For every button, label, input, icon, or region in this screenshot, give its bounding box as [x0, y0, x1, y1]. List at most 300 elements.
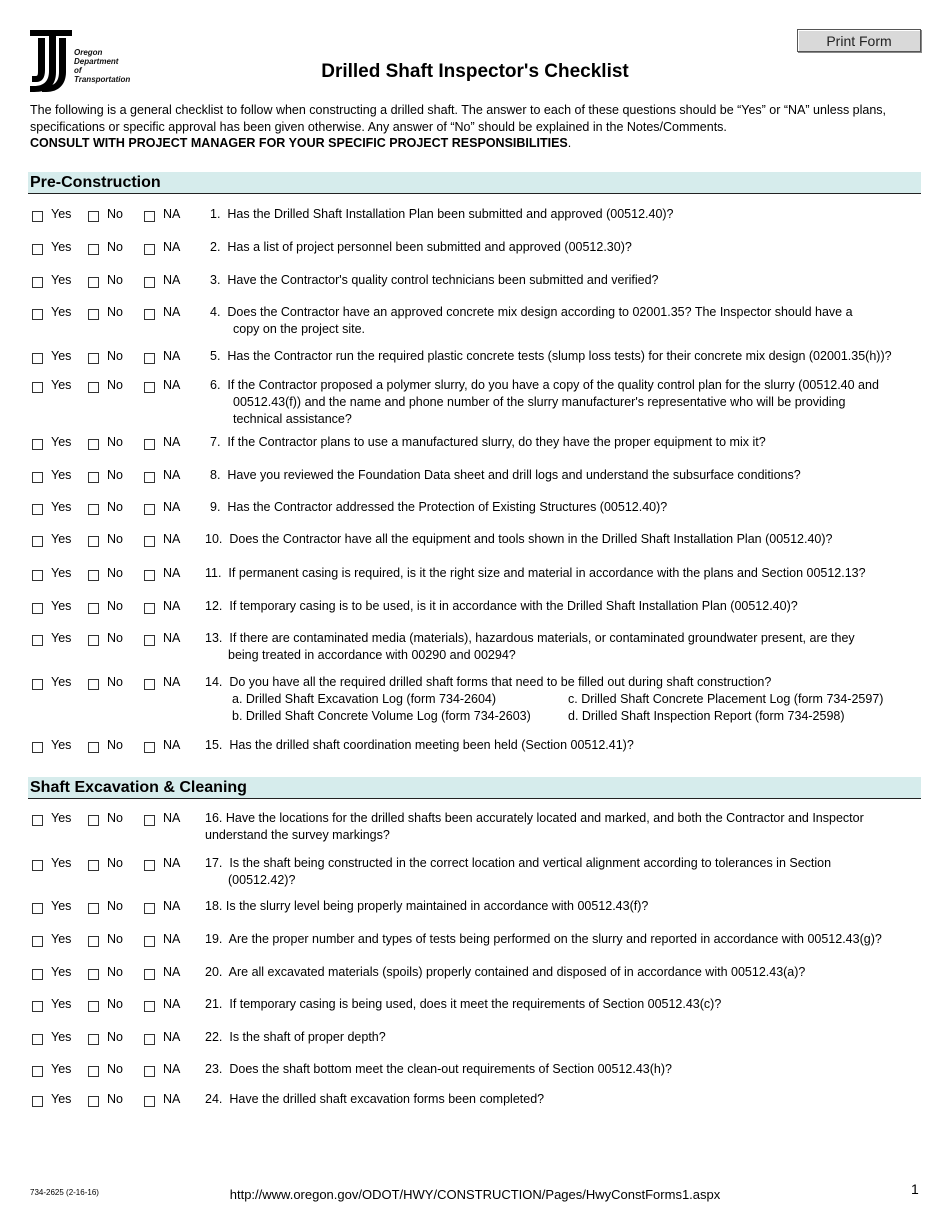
no-label: No [107, 675, 123, 689]
option-no[interactable] [88, 239, 123, 256]
question-number: 9. [210, 500, 221, 514]
na-checkbox[interactable] [144, 635, 155, 646]
option-na[interactable] [144, 467, 180, 484]
yes-checkbox[interactable] [32, 635, 43, 646]
question-line-text: Does the Contractor have an approved concrete mix design according to 02001.35? The Inspector should have a [227, 305, 853, 319]
no-checkbox[interactable] [88, 1001, 99, 1012]
sub-item: c. Drilled Shaft Concrete Placement Log (form 734-2597) [568, 692, 884, 706]
question-line-text: Is the slurry level being properly maintained in accordance with 00512.43(f)? [225, 899, 649, 913]
no-checkbox[interactable] [88, 536, 99, 547]
yes-label: Yes [51, 349, 72, 363]
option-yes[interactable] [32, 737, 71, 754]
question-number: 7. [210, 435, 221, 449]
question-number: 1. [210, 207, 221, 221]
question-line: technical assistance? [233, 412, 352, 426]
no-checkbox[interactable] [88, 603, 99, 614]
question-text [210, 239, 930, 256]
question-line [210, 239, 930, 256]
no-checkbox[interactable] [88, 1096, 99, 1107]
no-checkbox[interactable] [88, 635, 99, 646]
yes-checkbox[interactable] [32, 353, 43, 364]
no-checkbox[interactable] [88, 439, 99, 450]
na-label: NA [163, 207, 181, 221]
na-label: NA [163, 532, 181, 546]
logo-text: Oregon Department of Transportation [74, 48, 131, 84]
question-line-text: Has the drilled shaft coordination meeting been held (Section 00512.41)? [229, 738, 634, 752]
option-no[interactable] [88, 964, 123, 981]
option-no[interactable] [88, 206, 123, 223]
no-checkbox[interactable] [88, 1066, 99, 1077]
option-yes[interactable] [32, 272, 71, 289]
na-checkbox[interactable] [144, 815, 155, 826]
question-number: 15. [205, 738, 223, 752]
na-checkbox[interactable] [144, 1034, 155, 1045]
no-checkbox[interactable] [88, 903, 99, 914]
no-label: No [107, 468, 123, 482]
na-checkbox[interactable] [144, 1001, 155, 1012]
print-form-button[interactable]: Print Form [797, 29, 921, 52]
option-no[interactable] [88, 1061, 123, 1078]
question-line-text: If temporary casing is to be used, is it in accordance with the Drilled Shaft Installation Plan (00512.40)? [229, 599, 798, 613]
no-label: No [107, 435, 123, 449]
na-checkbox[interactable] [144, 603, 155, 614]
yes-checkbox[interactable] [32, 570, 43, 581]
na-checkbox[interactable] [144, 860, 155, 871]
no-label: No [107, 378, 123, 392]
option-yes[interactable] [32, 674, 71, 691]
question-line-text: Are all excavated materials (spoils) properly contained and disposed of in accordance with 00512.43(a)? [228, 965, 806, 979]
question-number: 23. [205, 1062, 223, 1076]
yes-label: Yes [51, 631, 72, 645]
question-line: 00512.43(f)) and the name and phone number of the slurry manufacturer's representative who will be providing [233, 395, 846, 409]
yes-label: Yes [51, 566, 72, 580]
no-checkbox[interactable] [88, 504, 99, 515]
option-no[interactable] [88, 272, 123, 289]
question-number: 19. [205, 932, 223, 946]
question-text [210, 304, 930, 338]
no-checkbox[interactable] [88, 815, 99, 826]
option-na[interactable] [144, 531, 180, 548]
option-no[interactable] [88, 348, 123, 365]
option-yes[interactable] [32, 810, 71, 827]
question-number: 3. [210, 273, 221, 287]
question-line-text: Does the shaft bottom meet the clean-out requirements of Section 00512.43(h)? [229, 1062, 672, 1076]
option-yes[interactable] [32, 304, 71, 321]
question-text [210, 467, 930, 484]
option-no[interactable] [88, 898, 123, 915]
question-text [205, 964, 930, 981]
na-checkbox[interactable] [144, 1096, 155, 1107]
question-line-text: Has the Contractor addressed the Protection of Existing Structures (00512.40)? [227, 500, 668, 514]
na-checkbox[interactable] [144, 679, 155, 690]
no-label: No [107, 856, 123, 870]
no-checkbox[interactable] [88, 936, 99, 947]
sub-item: b. Drilled Shaft Concrete Volume Log (form 734-2603) [232, 709, 531, 723]
no-label: No [107, 349, 123, 363]
na-label: NA [163, 273, 181, 287]
option-no[interactable] [88, 1029, 123, 1046]
question-line-text: Has the Drilled Shaft Installation Plan been submitted and approved (00512.40)? [227, 207, 674, 221]
form-code: 734-2625 (2-16-16) [30, 1188, 99, 1197]
question-number: 8. [210, 468, 221, 482]
question-line-text: If permanent casing is required, is it the right size and material in accordance with the plans and Section 00512.13? [228, 566, 866, 580]
na-label: NA [163, 631, 181, 645]
no-checkbox[interactable] [88, 472, 99, 483]
yes-checkbox[interactable] [32, 504, 43, 515]
option-yes[interactable] [32, 931, 71, 948]
yes-label: Yes [51, 1030, 72, 1044]
question-line-text: Are the proper number and types of tests being performed on the slurry and reported in accordance with 00512.43(g)? [228, 932, 882, 946]
option-na[interactable] [144, 810, 180, 827]
yes-checkbox[interactable] [32, 536, 43, 547]
yes-label: Yes [51, 997, 72, 1011]
option-no[interactable] [88, 304, 123, 321]
option-na[interactable] [144, 996, 180, 1013]
question-line-text: If the Contractor proposed a polymer slurry, do you have a copy of the quality control plan for the slurry (00512.40 and [227, 378, 879, 392]
sub-item-row [205, 708, 930, 725]
question-line: copy on the project site. [233, 322, 366, 336]
question-line [210, 377, 930, 394]
question-text [205, 674, 930, 725]
na-label: NA [163, 305, 181, 319]
option-na[interactable] [144, 1091, 180, 1108]
option-na[interactable] [144, 1061, 180, 1078]
no-checkbox[interactable] [88, 353, 99, 364]
na-label: NA [163, 378, 181, 392]
na-checkbox[interactable] [144, 742, 155, 753]
na-checkbox[interactable] [144, 472, 155, 483]
yes-checkbox[interactable] [32, 1001, 43, 1012]
na-checkbox[interactable] [144, 309, 155, 320]
question-line-text: Have the drilled shaft excavation forms been completed? [229, 1092, 545, 1106]
na-checkbox[interactable] [144, 211, 155, 222]
no-checkbox[interactable] [88, 382, 99, 393]
question-text [205, 1091, 930, 1108]
option-no[interactable] [88, 531, 123, 548]
option-na[interactable] [144, 239, 180, 256]
no-label: No [107, 532, 123, 546]
option-no[interactable] [88, 565, 123, 582]
option-yes[interactable] [32, 531, 71, 548]
question-line: (00512.42)? [228, 873, 296, 887]
question-line [210, 272, 930, 289]
na-label: NA [163, 566, 181, 580]
question-text [210, 377, 930, 428]
yes-checkbox[interactable] [32, 1034, 43, 1045]
question-text [210, 499, 930, 516]
question-line-text: Has a list of project personnel been submitted and approved (00512.30)? [227, 240, 632, 254]
yes-label: Yes [51, 378, 72, 392]
option-no[interactable] [88, 810, 123, 827]
question-line: understand the survey markings? [205, 828, 390, 842]
question-number: 14. [205, 675, 223, 689]
option-na[interactable] [144, 898, 180, 915]
no-checkbox[interactable] [88, 309, 99, 320]
option-na[interactable] [144, 565, 180, 582]
question-text [205, 931, 930, 948]
no-label: No [107, 599, 123, 613]
na-label: NA [163, 997, 181, 1011]
question-line [210, 467, 930, 484]
no-label: No [107, 932, 123, 946]
yes-label: Yes [51, 273, 72, 287]
option-na[interactable] [144, 304, 180, 321]
question-line [205, 964, 930, 981]
sub-item: d. Drilled Shaft Inspection Report (form 734-2598) [568, 709, 845, 723]
no-label: No [107, 899, 123, 913]
option-yes[interactable] [32, 1061, 71, 1078]
option-no[interactable] [88, 598, 123, 615]
question-line-text: Does the Contractor have all the equipment and tools shown in the Drilled Shaft Installation Plan (00512.40)? [229, 532, 833, 546]
option-yes[interactable] [32, 377, 71, 394]
option-yes[interactable] [32, 630, 71, 647]
question-line [210, 206, 930, 223]
option-yes[interactable] [32, 206, 71, 223]
no-checkbox[interactable] [88, 679, 99, 690]
intro-bold-suffix: . [567, 136, 572, 150]
yes-checkbox[interactable] [32, 936, 43, 947]
question-line [205, 810, 930, 827]
no-checkbox[interactable] [88, 211, 99, 222]
question-number: 2. [210, 240, 221, 254]
option-na[interactable] [144, 855, 180, 872]
na-label: NA [163, 349, 181, 363]
question-line [205, 565, 930, 582]
option-no[interactable] [88, 377, 123, 394]
question-text [205, 598, 930, 615]
option-no[interactable] [88, 434, 123, 451]
question-line [205, 855, 930, 872]
question-number: 13. [205, 631, 223, 645]
option-yes[interactable] [32, 239, 71, 256]
question-number: 21. [205, 997, 223, 1011]
option-yes[interactable] [32, 1029, 71, 1046]
question-text [205, 855, 930, 889]
option-yes[interactable] [32, 499, 71, 516]
question-line [210, 499, 930, 516]
yes-checkbox[interactable] [32, 244, 43, 255]
na-checkbox[interactable] [144, 353, 155, 364]
option-yes[interactable] [32, 996, 71, 1013]
question-line-text: Do you have all the required drilled shaft forms that need to be filled out during shaft construction? [229, 675, 772, 689]
na-label: NA [163, 738, 181, 752]
option-na[interactable] [144, 598, 180, 615]
na-checkbox[interactable] [144, 277, 155, 288]
na-checkbox[interactable] [144, 1066, 155, 1077]
option-na[interactable] [144, 674, 180, 691]
option-yes[interactable] [32, 467, 71, 484]
question-line [205, 1061, 930, 1078]
no-label: No [107, 631, 123, 645]
question-number: 16. [205, 811, 223, 825]
question-line [205, 598, 930, 615]
yes-checkbox[interactable] [32, 309, 43, 320]
option-no[interactable] [88, 674, 123, 691]
yes-label: Yes [51, 207, 72, 221]
no-label: No [107, 1030, 123, 1044]
question-number: 17. [205, 856, 223, 870]
no-label: No [107, 965, 123, 979]
no-checkbox[interactable] [88, 570, 99, 581]
no-checkbox[interactable] [88, 969, 99, 980]
na-checkbox[interactable] [144, 536, 155, 547]
yes-label: Yes [51, 738, 72, 752]
yes-checkbox[interactable] [32, 742, 43, 753]
question-line [205, 737, 930, 754]
no-checkbox[interactable] [88, 860, 99, 871]
question-line [205, 898, 930, 915]
question-text [210, 272, 930, 289]
question-number: 24. [205, 1092, 223, 1106]
question-text [205, 996, 930, 1013]
yes-label: Yes [51, 811, 72, 825]
yes-label: Yes [51, 599, 72, 613]
option-na[interactable] [144, 630, 180, 647]
section-header: Pre-Construction [28, 172, 921, 194]
option-na[interactable] [144, 737, 180, 754]
question-line [205, 630, 930, 647]
no-checkbox[interactable] [88, 244, 99, 255]
na-checkbox[interactable] [144, 969, 155, 980]
question-line-text: If there are contaminated media (materials), hazardous materials, or contaminated groundwater present, are they [229, 631, 855, 645]
question-text [205, 630, 930, 664]
option-na[interactable] [144, 931, 180, 948]
question-text [210, 434, 930, 451]
na-checkbox[interactable] [144, 382, 155, 393]
na-checkbox[interactable] [144, 570, 155, 581]
option-na[interactable] [144, 1029, 180, 1046]
option-no[interactable] [88, 855, 123, 872]
option-yes[interactable] [32, 964, 71, 981]
section-header: Shaft Excavation & Cleaning [28, 777, 921, 799]
option-no[interactable] [88, 630, 123, 647]
question-line [210, 304, 930, 321]
question-line [210, 348, 930, 365]
yes-label: Yes [51, 500, 72, 514]
na-checkbox[interactable] [144, 936, 155, 947]
option-yes[interactable] [32, 898, 71, 915]
option-na[interactable] [144, 377, 180, 394]
yes-checkbox[interactable] [32, 439, 43, 450]
question-line-text: If temporary casing is being used, does it meet the requirements of Section 00512.43(c)? [229, 997, 722, 1011]
question-line-text: Has the Contractor run the required plastic concrete tests (slump loss tests) for their concrete mix design (02001.35(h))? [227, 349, 892, 363]
no-checkbox[interactable] [88, 277, 99, 288]
option-na[interactable] [144, 348, 180, 365]
option-no[interactable] [88, 931, 123, 948]
option-na[interactable] [144, 434, 180, 451]
question-line-text: Have the Contractor's quality control technicians been submitted and verified? [227, 273, 659, 287]
option-yes[interactable] [32, 855, 71, 872]
no-label: No [107, 811, 123, 825]
yes-checkbox[interactable] [32, 211, 43, 222]
no-label: No [107, 240, 123, 254]
question-line [205, 674, 930, 691]
no-label: No [107, 305, 123, 319]
question-number: 18. [205, 899, 223, 913]
no-checkbox[interactable] [88, 1034, 99, 1045]
option-yes[interactable] [32, 434, 71, 451]
yes-label: Yes [51, 532, 72, 546]
na-checkbox[interactable] [144, 244, 155, 255]
no-label: No [107, 738, 123, 752]
option-no[interactable] [88, 1091, 123, 1108]
na-label: NA [163, 932, 181, 946]
yes-checkbox[interactable] [32, 903, 43, 914]
question-line-text: Is the shaft of proper depth? [229, 1030, 386, 1044]
intro-text: The following is a general checklist to follow when constructing a drilled shaft. The answer to each of these questions should be “Yes” or “NA” unless plans, specifications or specific approval has been given otherwise. Any answer of “No” should be explained in the Notes/Comments. [30, 103, 887, 134]
yes-checkbox[interactable] [32, 277, 43, 288]
na-checkbox[interactable] [144, 439, 155, 450]
yes-label: Yes [51, 856, 72, 870]
page-title: Drilled Shaft Inspector's Checklist [321, 61, 629, 82]
question-text [205, 898, 930, 915]
na-label: NA [163, 899, 181, 913]
question-text [205, 565, 930, 582]
na-label: NA [163, 500, 181, 514]
no-checkbox[interactable] [88, 742, 99, 753]
question-number: 22. [205, 1030, 223, 1044]
question-line [205, 1029, 930, 1046]
option-no[interactable] [88, 499, 123, 516]
yes-checkbox[interactable] [32, 969, 43, 980]
question-text [210, 348, 930, 365]
question-line [205, 531, 930, 548]
intro-paragraph [30, 102, 930, 152]
question-text [205, 737, 930, 754]
question-number: 6. [210, 378, 221, 392]
yes-checkbox[interactable] [32, 472, 43, 483]
yes-checkbox[interactable] [32, 382, 43, 393]
no-label: No [107, 566, 123, 580]
yes-label: Yes [51, 1062, 72, 1076]
intro-bold-note: CONSULT WITH PROJECT MANAGER FOR YOUR SPECIFIC PROJECT RESPONSIBILITIES [30, 136, 568, 150]
na-label: NA [163, 856, 181, 870]
option-na[interactable] [144, 964, 180, 981]
question-number: 10. [205, 532, 223, 546]
na-checkbox[interactable] [144, 504, 155, 515]
option-na[interactable] [144, 206, 180, 223]
sub-item-row [205, 691, 930, 708]
question-text [205, 1029, 930, 1046]
na-label: NA [163, 240, 181, 254]
question-text [205, 1061, 930, 1078]
option-no[interactable] [88, 737, 123, 754]
no-label: No [107, 500, 123, 514]
na-label: NA [163, 675, 181, 689]
yes-label: Yes [51, 468, 72, 482]
yes-checkbox[interactable] [32, 815, 43, 826]
question-line-text: Have the locations for the drilled shafts been accurately located and marked, and both the Contractor and Inspector [225, 811, 864, 825]
option-yes[interactable] [32, 565, 71, 582]
yes-checkbox[interactable] [32, 860, 43, 871]
no-label: No [107, 1092, 123, 1106]
sub-item: a. Drilled Shaft Excavation Log (form 734-2604) [232, 692, 497, 706]
yes-checkbox[interactable] [32, 679, 43, 690]
option-no[interactable] [88, 467, 123, 484]
na-label: NA [163, 965, 181, 979]
option-yes[interactable] [32, 348, 71, 365]
option-yes[interactable] [32, 598, 71, 615]
option-yes[interactable] [32, 1091, 71, 1108]
option-no[interactable] [88, 996, 123, 1013]
yes-checkbox[interactable] [32, 1066, 43, 1077]
yes-label: Yes [51, 932, 72, 946]
na-checkbox[interactable] [144, 903, 155, 914]
yes-checkbox[interactable] [32, 603, 43, 614]
option-na[interactable] [144, 499, 180, 516]
option-na[interactable] [144, 272, 180, 289]
yes-checkbox[interactable] [32, 1096, 43, 1107]
